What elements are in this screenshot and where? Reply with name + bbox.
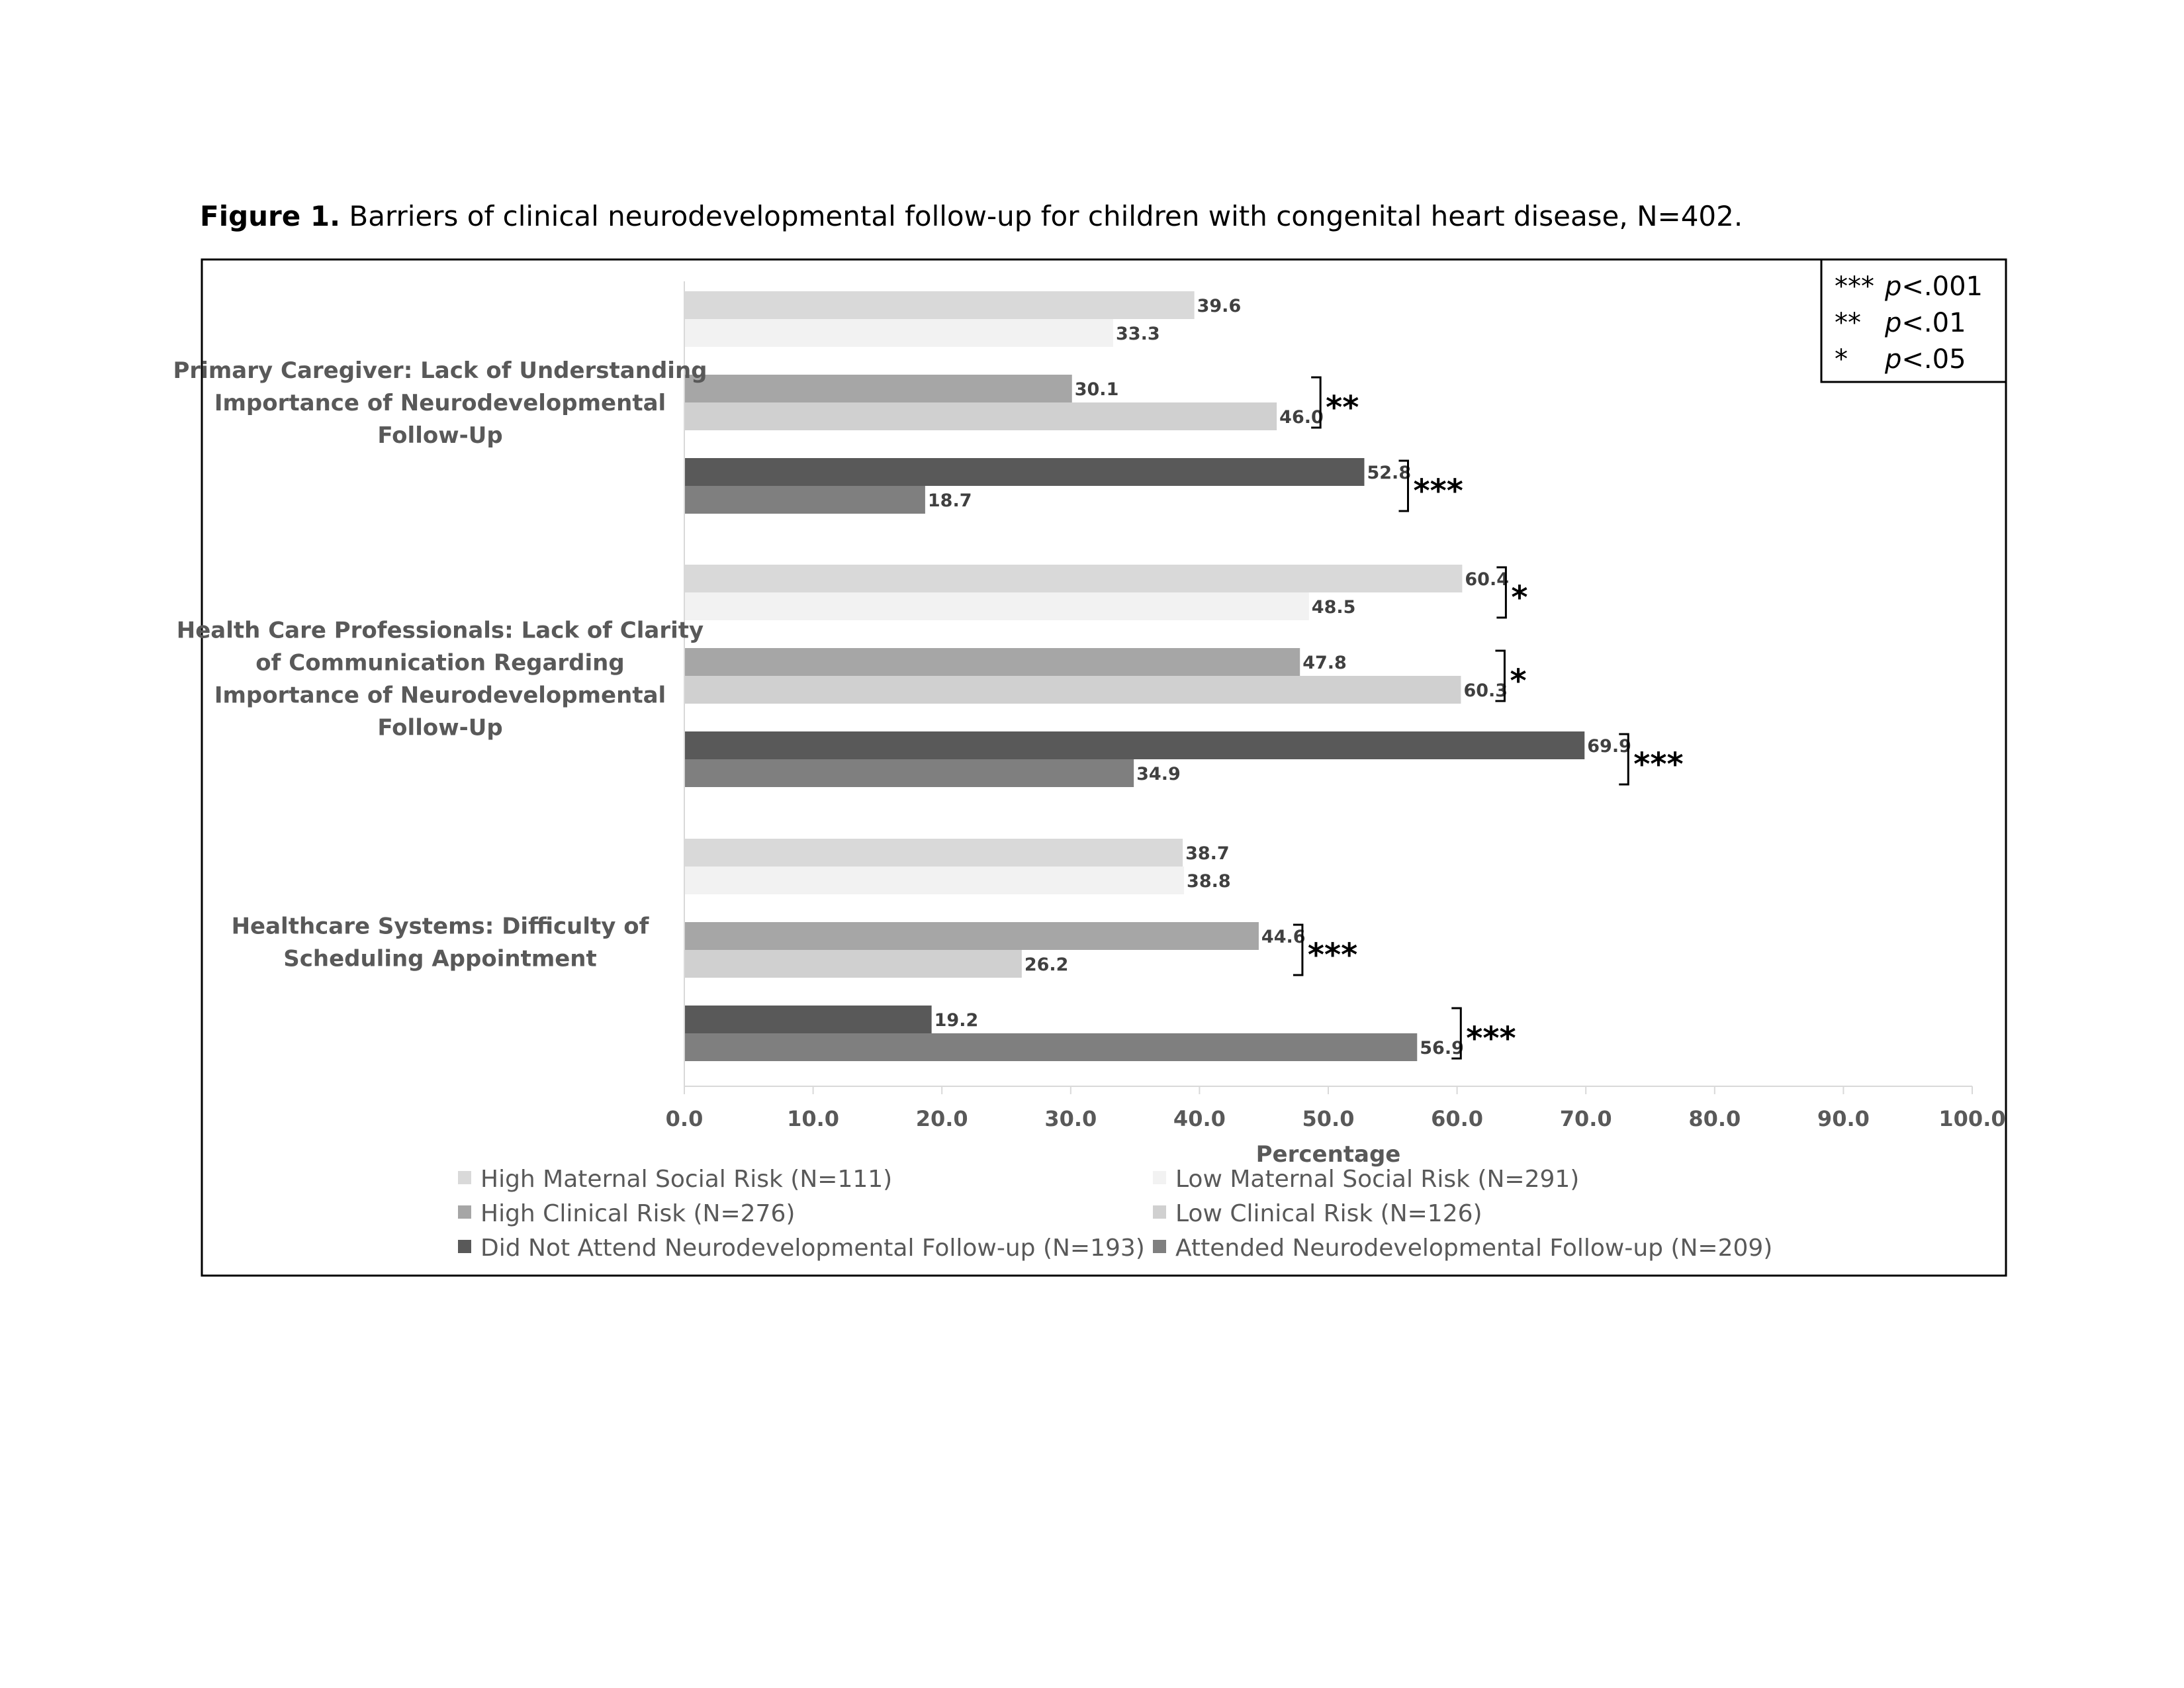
category-label: Follow-Up — [377, 714, 503, 741]
bar — [684, 648, 1300, 676]
legend-swatch — [458, 1240, 471, 1253]
data-label: 18.7 — [927, 491, 972, 511]
category-label: Scheduling Appointment — [283, 945, 597, 972]
bar — [684, 402, 1277, 430]
significance-stars: * — [1510, 663, 1527, 700]
key-stars: ** — [1835, 308, 1861, 338]
bar — [684, 486, 925, 514]
bar — [684, 1006, 932, 1033]
data-label: 47.8 — [1302, 653, 1347, 673]
tick-label: 0.0 — [665, 1106, 704, 1131]
significance-stars: ** — [1326, 389, 1359, 426]
figure-label: Figure 1. — [200, 200, 341, 232]
category-label: of Communication Regarding — [255, 649, 625, 677]
bar — [684, 1033, 1417, 1061]
legend — [458, 1166, 1772, 1262]
category-label: Follow-Up — [377, 422, 503, 449]
legend-label: Did Not Attend Neurodevelopmental Follow-up (N=193) — [480, 1235, 1145, 1262]
key-threshold: p<.05 — [1885, 344, 1966, 375]
bar — [684, 676, 1461, 704]
figure-title: Barriers of clinical neurodevelopmental follow-up for children with congenital heart disease, N=402. — [349, 200, 1743, 232]
data-label: 39.6 — [1197, 296, 1242, 316]
data-label: 26.2 — [1024, 955, 1069, 975]
legend-label: Low Maternal Social Risk (N=291) — [1175, 1166, 1580, 1193]
data-label: 34.9 — [1136, 764, 1181, 784]
data-label: 56.9 — [1420, 1038, 1464, 1058]
legend-label: High Clinical Risk (N=276) — [480, 1200, 796, 1227]
data-label: 38.8 — [1187, 871, 1231, 892]
bar — [684, 592, 1309, 620]
category-label: Healthcare Systems: Difficulty of — [231, 913, 649, 940]
data-label: 19.2 — [934, 1010, 979, 1031]
data-label: 38.7 — [1185, 843, 1230, 864]
tick-label: 40.0 — [1173, 1106, 1226, 1131]
data-label: 52.8 — [1367, 463, 1412, 483]
bar — [684, 867, 1184, 894]
bar — [684, 950, 1022, 978]
significance-stars: *** — [1307, 937, 1358, 974]
tick-label: 10.0 — [787, 1106, 840, 1131]
bars — [684, 291, 1631, 1061]
bar — [684, 375, 1072, 402]
data-label: 46.0 — [1279, 407, 1324, 428]
legend-swatch — [1153, 1240, 1166, 1253]
tick-label: 80.0 — [1688, 1106, 1741, 1131]
legend-swatch — [458, 1171, 471, 1184]
significance-stars: * — [1511, 579, 1528, 616]
x-axis-title: Percentage — [1255, 1141, 1401, 1168]
bar — [684, 319, 1113, 347]
tick-label: 90.0 — [1817, 1106, 1870, 1131]
data-label: 48.5 — [1311, 597, 1356, 618]
significance-stars: *** — [1466, 1020, 1516, 1057]
data-label: 33.3 — [1116, 324, 1160, 344]
legend-label: Attended Neurodevelopmental Follow-up (N=209) — [1175, 1235, 1773, 1262]
significance-stars: *** — [1633, 746, 1684, 783]
category-label: Importance of Neurodevelopmental — [214, 682, 666, 709]
tick-label: 100.0 — [1938, 1106, 2006, 1131]
category-labels — [173, 357, 707, 972]
significance-stars: *** — [1413, 473, 1463, 510]
legend-swatch — [1153, 1205, 1166, 1219]
key-stars: *** — [1835, 271, 1874, 302]
bar — [684, 731, 1584, 759]
category-label: Primary Caregiver: Lack of Understanding — [173, 357, 707, 384]
legend-swatch — [1153, 1171, 1166, 1184]
bar — [684, 565, 1462, 592]
data-label: 60.3 — [1463, 680, 1508, 701]
tick-label: 70.0 — [1559, 1106, 1612, 1131]
category-label: Importance of Neurodevelopmental — [214, 390, 666, 416]
significance-key — [1821, 259, 2006, 382]
bar — [684, 458, 1364, 486]
tick-label: 20.0 — [915, 1106, 968, 1131]
data-label: 69.9 — [1587, 736, 1631, 757]
tick-label: 60.0 — [1431, 1106, 1484, 1131]
legend-label: High Maternal Social Risk (N=111) — [480, 1166, 893, 1193]
legend-label: Low Clinical Risk (N=126) — [1175, 1200, 1482, 1227]
category-label: Health Care Professionals: Lack of Clarity — [176, 617, 704, 644]
bar — [684, 839, 1183, 867]
tick-label: 50.0 — [1302, 1106, 1355, 1131]
key-threshold: p<.001 — [1885, 271, 1983, 302]
data-label: 44.6 — [1261, 927, 1306, 947]
bar — [684, 922, 1259, 950]
key-threshold: p<.01 — [1885, 308, 1966, 338]
bar — [684, 759, 1134, 787]
bar — [684, 291, 1195, 319]
tick-label: 30.0 — [1044, 1106, 1097, 1131]
data-label: 30.1 — [1074, 379, 1119, 400]
key-stars: * — [1835, 344, 1848, 375]
data-label: 60.4 — [1465, 569, 1510, 590]
legend-swatch — [458, 1205, 471, 1219]
